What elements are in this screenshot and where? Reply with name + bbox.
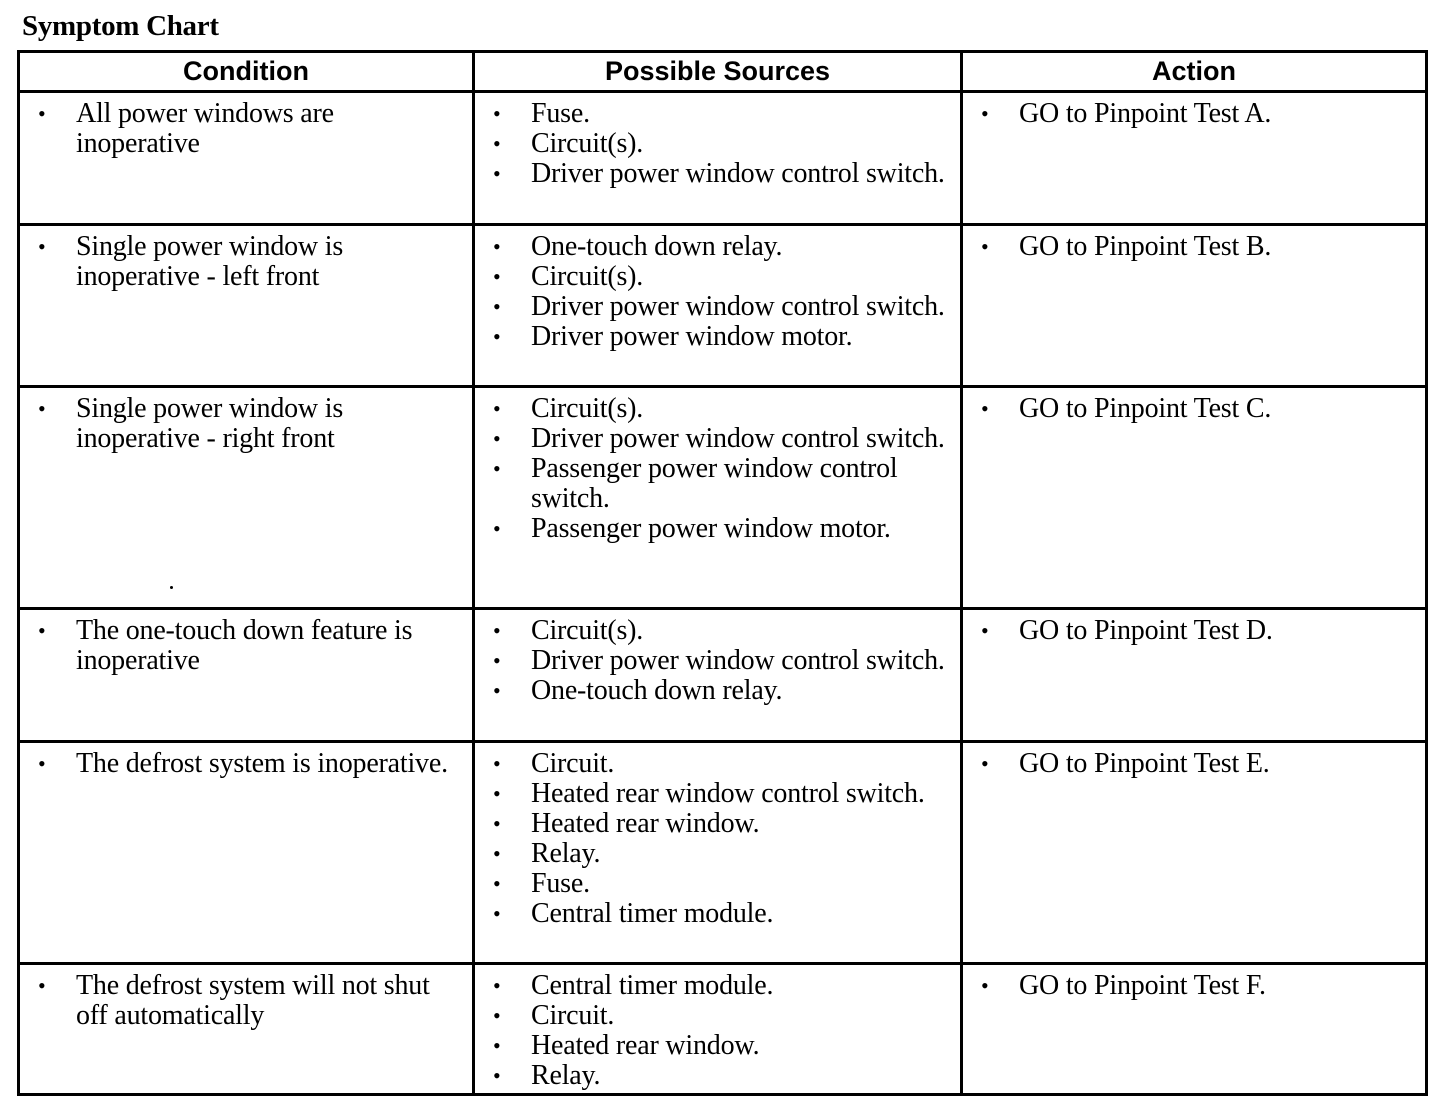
condition-cell (19, 225, 474, 387)
source-item: • Circuit(s). (475, 616, 960, 646)
source-item: • Circuit. (475, 1001, 960, 1031)
source-item: • Driver power window control switch. (475, 424, 960, 454)
condition-cell (19, 387, 474, 609)
condition-cell (19, 609, 474, 742)
source-item: • Relay. (475, 1061, 960, 1091)
condition-item: • The one-touch down feature is inoperative (20, 616, 472, 676)
table-row (19, 225, 1427, 387)
source-item: • Central timer module. (475, 899, 960, 929)
action-cell (962, 92, 1427, 225)
source-item: • Relay. (475, 839, 960, 869)
source-item: • One-touch down relay. (475, 232, 960, 262)
table-row (19, 609, 1427, 742)
source-item: • Driver power window control switch. (475, 646, 960, 676)
scan-speck (170, 586, 173, 589)
condition-cell (19, 964, 474, 1095)
action-item: • GO to Pinpoint Test E. (963, 749, 1425, 779)
sources-cell (474, 387, 962, 609)
table-row (19, 387, 1427, 609)
source-item: • Circuit(s). (475, 394, 960, 424)
source-item: • Driver power window control switch. (475, 292, 960, 322)
action-item: • GO to Pinpoint Test D. (963, 616, 1425, 646)
source-item: • One-touch down relay. (475, 676, 960, 706)
source-item: • Fuse. (475, 99, 960, 129)
action-cell (962, 225, 1427, 387)
table-row (19, 742, 1427, 964)
condition-item: • The defrost system will not shut off automatically (20, 971, 472, 1031)
source-item: • Heated rear window. (475, 809, 960, 839)
condition-cell (19, 92, 474, 225)
source-item: • Circuit. (475, 749, 960, 779)
source-item: • Driver power window control switch. (475, 159, 960, 189)
sources-cell (474, 742, 962, 964)
action-item: • GO to Pinpoint Test C. (963, 394, 1425, 424)
source-item: • Circuit(s). (475, 129, 960, 159)
action-cell (962, 964, 1427, 1095)
source-item: • Fuse. (475, 869, 960, 899)
sources-cell (474, 964, 962, 1095)
action-item: • GO to Pinpoint Test A. (963, 99, 1425, 129)
condition-item: • Single power window is inoperative - left front (20, 232, 472, 292)
table-row (19, 964, 1427, 1095)
source-item: • Passenger power window motor. (475, 514, 960, 544)
action-item: • GO to Pinpoint Test F. (963, 971, 1425, 1001)
sources-cell (474, 225, 962, 387)
source-item: • Circuit(s). (475, 262, 960, 292)
condition-item: • All power windows are inoperative (20, 99, 472, 159)
action-item: • GO to Pinpoint Test B. (963, 232, 1425, 262)
source-item: • Central timer module. (475, 971, 960, 1001)
page-title: Symptom Chart (22, 10, 219, 42)
column-header-possible-sources: Possible Sources (474, 52, 962, 92)
source-item: • Passenger power window control switch. (475, 454, 960, 514)
action-cell (962, 387, 1427, 609)
action-cell (962, 609, 1427, 742)
source-item: • Heated rear window. (475, 1031, 960, 1061)
column-header-condition: Condition (19, 52, 474, 92)
sources-cell (474, 609, 962, 742)
sources-cell (474, 92, 962, 225)
column-header-action: Action (962, 52, 1427, 92)
source-item: • Heated rear window control switch. (475, 779, 960, 809)
condition-cell (19, 742, 474, 964)
condition-item: • The defrost system is inoperative. (20, 749, 472, 779)
action-cell (962, 742, 1427, 964)
symptom-table (17, 50, 1428, 1096)
condition-item: • Single power window is inoperative - right front (20, 394, 472, 454)
source-item: • Driver power window motor. (475, 322, 960, 352)
table-header-row (19, 52, 1427, 92)
table-row (19, 92, 1427, 225)
